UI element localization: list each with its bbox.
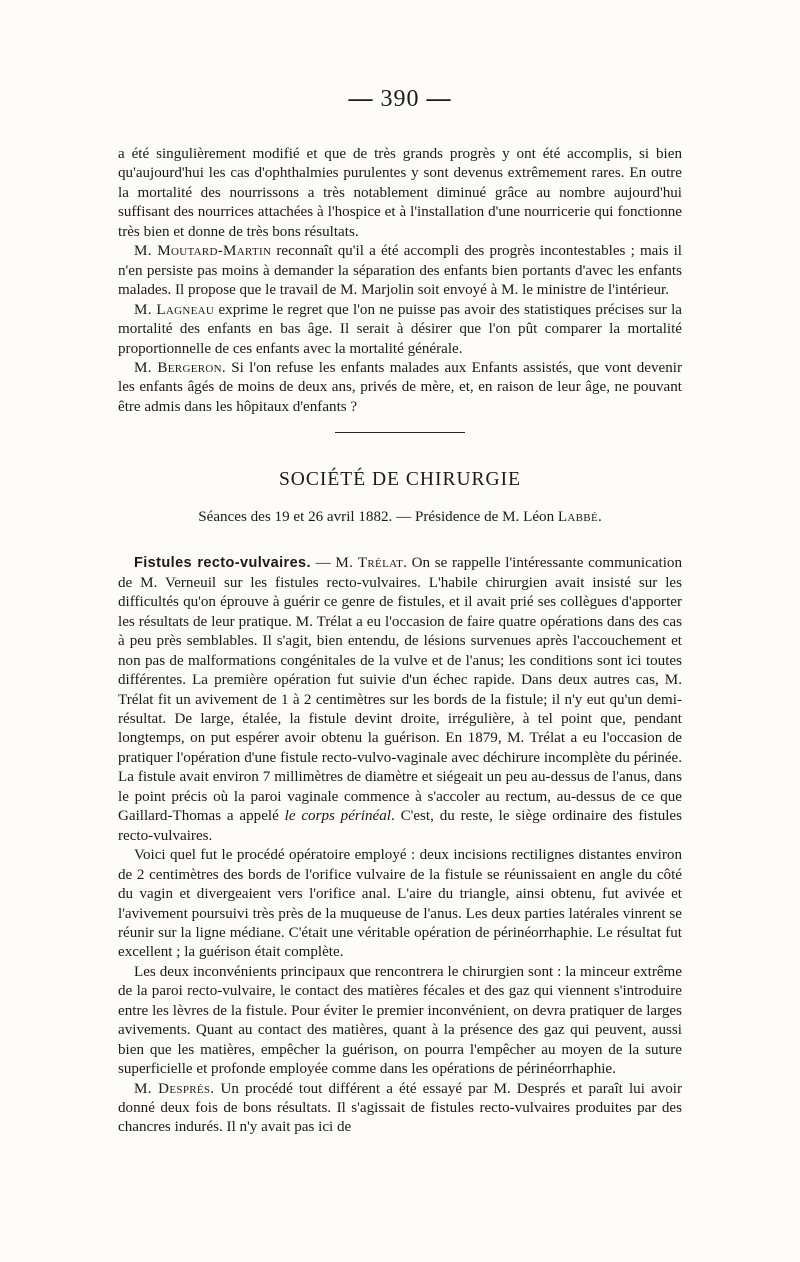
paragraph-text-end: . C'est, du reste, le siège ordinaire des fistules recto-vulvaires. <box>118 808 683 844</box>
page-number-dash-left: — <box>348 86 374 112</box>
speaker-name: M. Moutard-Martin <box>134 243 272 260</box>
paragraph-3 <box>118 301 682 359</box>
paragraph-5 <box>118 554 682 846</box>
paragraph-6: Voici quel fut le procédé opératoire employé : deux incisions rectilignes distantes environ de 2 centimètres des bords de l'orifice vulvaire de la fistule se réunissaient en angle du côté du vagin et divergeaient vers l'orifice anal. L'aire du triangle, ainsi obtenu, fut avivée et l'avivement poursuivi très près de la muqueuse de l'anus. Les deux parties latérales vinrent se réunir sur la ligne médiane. C'était une véritable opération de périnéorrhaphie. Le résultat fut excellent ; la guérison était complète. <box>118 847 682 961</box>
paragraph-7: Les deux inconvénients principaux que rencontrera le chirurgien sont : la minceur extrême de la paroi recto-vulvaire, le contact des matières fécales et des gaz qui viennent s'introduire entre les lèvres de la fistule. Pour éviter le premier inconvénient, on devra pratiquer de larges avivements. Quant au contact des matières, quant à la présence des gaz qui peuvent, aussi bien que les matières, empêcher la guérison, on pourra l'empêcher au moyen de la suture superficielle et profonde employée comme dans les opérations de périnéorrhaphie. <box>118 963 682 1078</box>
paragraph-text: exprime le regret que l'on ne puisse pas avoir des statistiques précises sur la mortalité des enfants en bas âge. Il serait à désirer que l'on pût comparer la mortalité proportionnelle de ces enfants avec la mortalité générale. <box>118 301 682 357</box>
speaker-name: M. Lagneau <box>134 301 215 318</box>
session-line <box>118 509 682 526</box>
page-number <box>118 86 682 113</box>
session-prefix: Séances des 19 et 26 avril 1882. — Présidence de M. Léon <box>198 509 558 526</box>
italic-term: le corps périnéal <box>284 808 391 825</box>
section-title: SOCIÉTÉ DE CHIRURGIE <box>278 469 522 491</box>
paragraph-2 <box>118 242 682 300</box>
page-number-dash-right: — <box>426 86 452 112</box>
topic-heading: Fistules recto-vulvaires. <box>134 555 311 572</box>
paragraph-8 <box>118 1080 682 1138</box>
speaker-name: M. Bergeron. <box>134 359 226 376</box>
speaker-name: M. Trélat <box>335 555 404 572</box>
paragraph-4 <box>118 359 682 417</box>
session-suffix: . <box>597 509 602 526</box>
speaker-name: M. Després. <box>134 1080 215 1097</box>
paragraph-text: Si l'on refuse les enfants malades aux Enfants assistés, que vont devenir les enfants âgés de moins de deux ans, privés de mère, et, en raison de leur âge, ne pouvant être admis dans les hôpitaux d'enfants ? <box>118 359 682 415</box>
president-name: Labbé <box>557 509 598 526</box>
paragraph-text: . On se rappelle l'intéressante communication de M. Verneuil sur les fistules recto-vulvaires. L'habile chirurgien avait insisté sur les difficultés qu'on éprouve à guérir ce genre de fistules, et il avait prié ses collègues d'apporter les résultats de leur pratique. M. Trélat a eu l'occasion de faire quatre opérations dans des cas à peu près semblables. Il s'agit, bien entendu, de lésions survenues après l'accouchement et non pas de malformations congénitales de la vulve et de l'anus; les conditions sont ici toutes différentes. La première opération fut suivie d'un échec rapide. Dans deux autres cas, M. Trélat fit un avivement de 1 à 2 centimètres sur les bords de la fistule; il n'y eut qu'un demi-résultat. De large, étalée, la fistule devint droite, irrégulière, à tel point que, pendant longtemps, on put espérer avoir obtenu la guérison. En 1879, M. Trélat a eu l'occasion de pratiquer l'opération d'une fistule recto-vulvo-vaginale avec déchirure incomplète du périnée. La fistule avait environ 7 millimètres de diamètre et siégeait un peu au-dessus de l'anus, dans le point précis où la paroi vaginale commence à s'accoler au rectum, au-dessus de ce que Gaillard-Thomas a appelé <box>118 555 682 825</box>
paragraph-text: reconnaît qu'il a été accompli des progrès incontestables ; mais il n'en persiste pas moins à demander la séparation des enfants bien portants d'avec les enfants malades. Il propose que le travail de M. Marjolin soit envoyé à M. le ministre de l'intérieur. <box>118 243 682 299</box>
paragraph-text: Un procédé tout différent a été essayé par M. Després et paraît lui avoir donné deux fois de bons résultats. Il s'agissait de fistules recto-vulvaires produites par des chancres indurés. Il n'y avait pas ici de <box>118 1080 682 1136</box>
page-number-value: 390 <box>380 86 420 112</box>
topic-separator: — <box>310 555 336 572</box>
section-divider <box>335 432 465 433</box>
paragraph-1: a été singulièrement modifié et que de très grands progrès y ont été accomplis, si bien qu'aujourd'hui les cas d'ophthalmies purulentes y sont devenus extrêmement rares. En outre la mortalité des nourrissons a très notablement diminué grâce au nombre aujourd'hui suffisant des nourrices attachées à l'hospice et à l'installation d'une nourricerie qui fonctionne très bien et donne de très bons résultats. <box>118 146 682 240</box>
